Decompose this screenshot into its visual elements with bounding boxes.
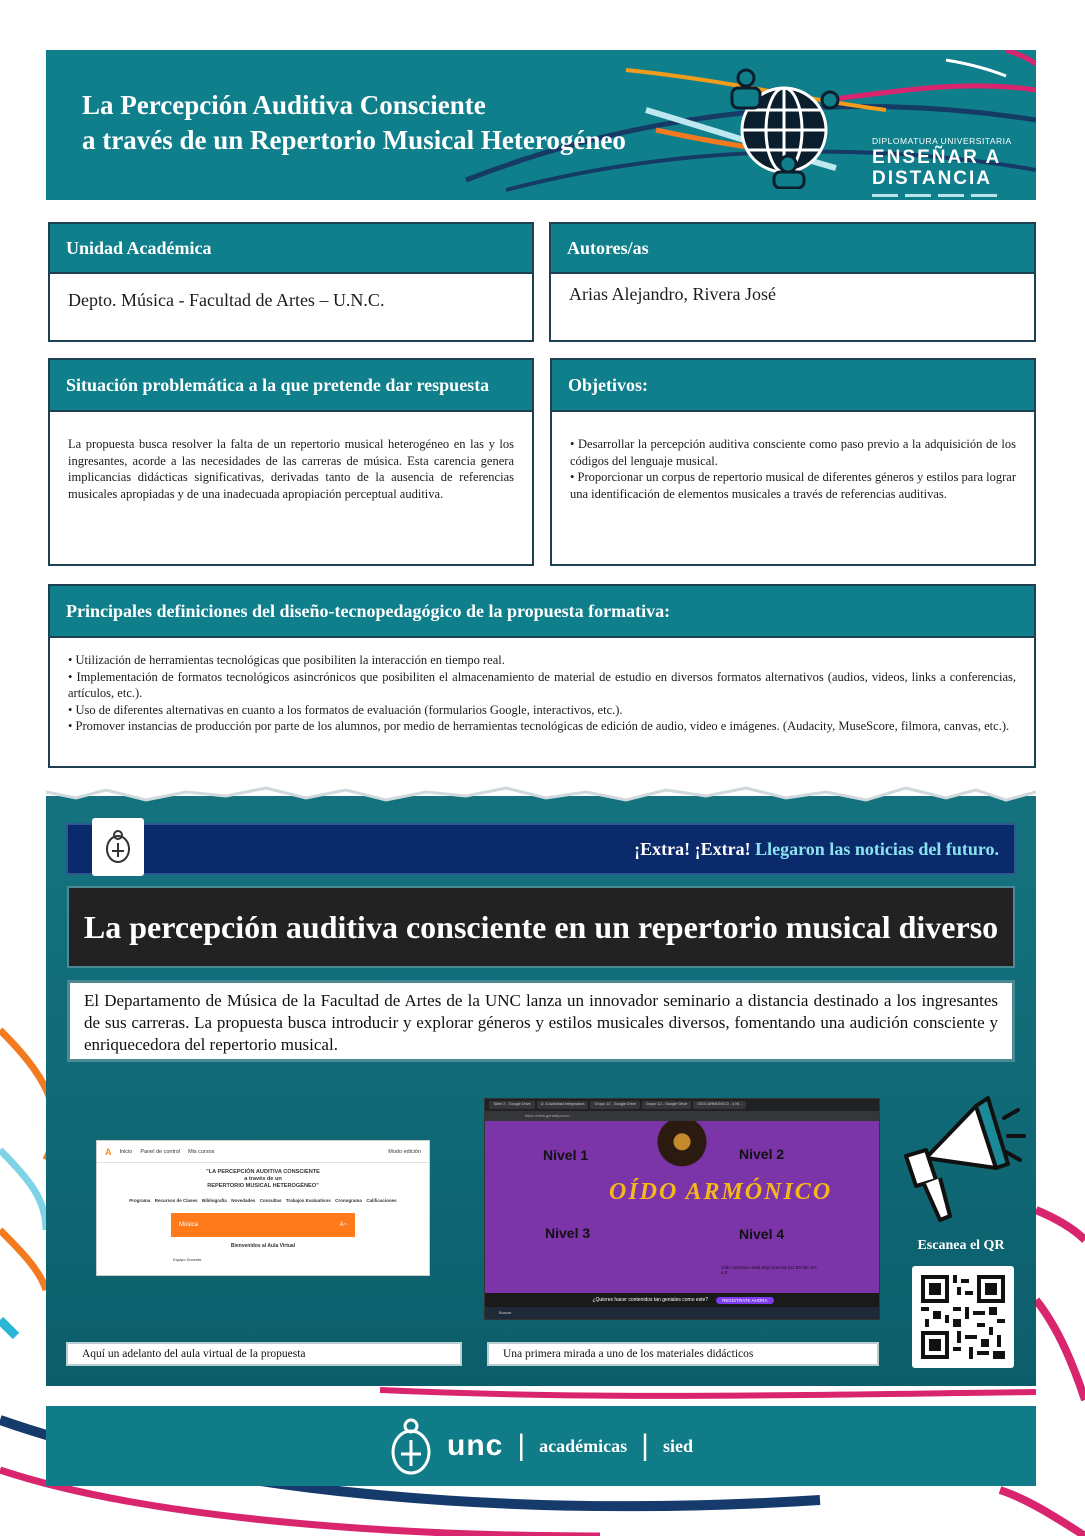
- qr-pattern: [921, 1275, 1005, 1359]
- nivel-4: Nivel 4: [739, 1226, 785, 1242]
- oido-armonico-title: OÍDO ARMÓNICO: [609, 1179, 833, 1205]
- aula-nav-item: Mis cursos: [188, 1148, 215, 1155]
- browser-url: https://view.genially.com/...: [485, 1111, 879, 1121]
- nivel-1: Nivel 1: [543, 1147, 589, 1163]
- definicion-item: • Uso de diferentes alternativas en cuanto a los formatos de evaluación (formularios Google, interactivos, etc.).: [68, 702, 623, 717]
- brand-logo: [872, 136, 1022, 197]
- aula-menu-item: Cronograma: [335, 1198, 362, 1203]
- footer-sied: sied: [662, 1435, 693, 1456]
- genially-slide: [485, 1121, 880, 1295]
- objetivos-list: [552, 412, 1034, 516]
- torn-paper-edge: [46, 770, 1036, 810]
- extra-text: ¡Extra! ¡Extra!: [634, 839, 751, 859]
- autores-box: [549, 222, 1036, 342]
- aula-title-line: a través de un: [244, 1176, 282, 1182]
- aula-menu-item: Consultas: [259, 1198, 282, 1203]
- taskbar-search: Buscar: [499, 1310, 512, 1315]
- news-lead: El Departamento de Música de la Facultad de Artes de la UNC lanza un innovador seminario a distancia destinado a los ingresantes de sus carreras. La propuesta busca introducir y explorar géneros y estilos musicales diversos, fomentando una audición consciente y enriquecedora del repertorio musical.: [67, 980, 1015, 1062]
- page-title: [82, 88, 722, 158]
- aula-menu-item: Programa: [129, 1198, 151, 1203]
- genially-prompt: ¿Quieres hacer contenidos tan geniales como este?: [592, 1297, 709, 1303]
- aula-nav: [97, 1141, 429, 1163]
- aula-menu-item: Trabajos Evaluativos: [285, 1198, 331, 1203]
- nivel-2: Nivel 2: [739, 1146, 785, 1162]
- qr-code[interactable]: [912, 1266, 1014, 1368]
- brand-bars: [872, 194, 1002, 197]
- aula-virtual-screenshot: [96, 1140, 430, 1276]
- situacion-heading: Situación problemática a la que pretende dar respuesta: [50, 360, 532, 412]
- caption-aula: Aquí un adelanto del aula virtual de la propuesta: [66, 1342, 462, 1366]
- aula-banner-label: Música: [179, 1222, 199, 1228]
- news-title-box: [67, 886, 1015, 968]
- caption-material: Una primera mirada a uno de los materiales didácticos: [487, 1342, 879, 1366]
- aula-team: Equipo Docente: [173, 1257, 202, 1262]
- aula-menu-item: Recursos de Clases: [154, 1198, 198, 1203]
- definicion-item: • Promover instancias de producción por parte de los alumnos, por medio de herramientas tecnológicas de edición de audio, video e imágenes. (Audacity, MuseScore, filmora, canvas, etc.).: [68, 719, 1010, 733]
- title-line-1: La Percepción Auditiva Consciente: [82, 90, 486, 120]
- taskbar: [485, 1307, 880, 1319]
- aula-menu-item: Bibliografía: [201, 1198, 227, 1203]
- definiciones-box: [48, 584, 1036, 768]
- title-line-2: a través de un Repertorio Musical Heterogéneo: [82, 125, 626, 155]
- browser-tabs: [485, 1099, 879, 1111]
- objetivos-box: [550, 358, 1036, 566]
- genially-screenshot: [484, 1098, 880, 1320]
- objetivos-heading: Objetivos:: [552, 360, 1034, 412]
- objetivo-item: • Proporcionar un corpus de repertorio musical de diferentes géneros y estilos para lograr una identificación de elementos musicales a través de referencias auditivas.: [570, 470, 1016, 501]
- browser-tab: OIDO ARMONICO - 4 NI...: [693, 1101, 746, 1109]
- footer-banner: [46, 1406, 1036, 1486]
- aula-title-line: "LA PERCEPCIÓN AUDITIVA CONSCIENTE: [206, 1169, 320, 1175]
- definiciones-list: [50, 638, 1034, 749]
- nivel-3: Nivel 3: [545, 1225, 591, 1241]
- register-button: REGÍSTRATE AHORA: [716, 1297, 773, 1304]
- footer-separator: |: [517, 1429, 526, 1462]
- unidad-heading: Unidad Académica: [50, 224, 532, 274]
- situacion-text: La propuesta busca resolver la falta de un repertorio musical heterogéneo en las y los ingresantes, acorde a las necesidades de las carreras de música. Esta carencia genera implicancias didácticas significativas, derivadas tanto de la ausencia de referencias musicales apropiadas y de una inadecuada apropiación perceptual auditiva.: [68, 437, 514, 501]
- aula-nav-item: Inicio: [119, 1148, 133, 1155]
- aula-banner: [171, 1213, 355, 1237]
- definiciones-heading: Principales definiciones del diseño-tecnopedagógico de la propuesta formativa:: [50, 586, 1034, 638]
- news-title: La percepción auditiva consciente en un repertorio musical diverso: [83, 908, 999, 945]
- unc-seal-icon: [92, 818, 144, 876]
- brand-small: DIPLOMATURA UNIVERSITARIA: [872, 136, 1012, 146]
- header-banner: [46, 50, 1036, 200]
- definicion-item: • Utilización de herramientas tecnológicas que posibiliten la interacción en tiempo real.: [68, 653, 505, 667]
- footer-academicas: académicas: [539, 1435, 628, 1456]
- extra-highlight: Llegaron las noticias del futuro.: [755, 839, 999, 859]
- browser-tab: Grupo 12 - Google Drive: [642, 1101, 691, 1109]
- aula-nav-item: Panel de control: [140, 1148, 181, 1155]
- footer-separator: |: [641, 1429, 649, 1462]
- unc-seal-icon: [389, 1416, 433, 1476]
- license-text: Oído Armónico está bajo licencia CC BY-NC-SA 4.0: [721, 1265, 817, 1275]
- globe-people-icon: [726, 64, 846, 189]
- aula-menu-item: Novedades: [231, 1198, 256, 1203]
- autores-heading: Autores/as: [551, 224, 1034, 274]
- aula-banner-logo-icon: A~: [339, 1222, 347, 1228]
- qr-label: Escanea el QR: [917, 1238, 1005, 1253]
- objetivo-item: • Desarrollar la percepción auditiva consciente como paso previo a la adquisición de los códigos del lenguaje musical.: [570, 437, 1016, 468]
- autores-text: Arias Alejandro, Rivera José: [569, 284, 776, 304]
- situacion-box: [48, 358, 534, 566]
- brand-line-1: ENSEÑAR A: [872, 147, 1002, 168]
- browser-tab: Grupo 12 - Google Drive: [590, 1101, 639, 1109]
- aula-logo-icon: A: [105, 1146, 112, 1157]
- genially-footer: [485, 1293, 880, 1307]
- aula-course-title: [97, 1169, 429, 1190]
- aula-menu: [127, 1198, 399, 1203]
- guitar-image: [657, 1121, 707, 1173]
- aula-menu-item: Calificaciones: [366, 1198, 397, 1203]
- unidad-box: [48, 222, 534, 342]
- unidad-text: Depto. Música - Facultad de Artes – U.N.C.: [68, 290, 385, 310]
- aula-edit-mode: Modo edición: [388, 1148, 421, 1155]
- extra-headline: [634, 839, 999, 860]
- aula-title-line: REPERTORIO MUSICAL HETEROGÉNEO": [207, 1183, 319, 1189]
- browser-tab: U. 6 Actividad Integradora: [537, 1101, 589, 1109]
- footer-unc: unc: [447, 1429, 504, 1462]
- megaphone-icon: [896, 1088, 1028, 1226]
- browser-tab: Taller 2 - Google Drive: [489, 1101, 535, 1109]
- definicion-item: • Implementación de formatos tecnológicos asincrónicos que posibiliten el almacenamiento de material de estudio en diversos formatos alternativos (audios, videos, links a conferencias, artículos, etc.).: [68, 669, 1016, 700]
- brand-line-2: DISTANCIA: [872, 168, 993, 189]
- aula-welcome: Bienvenidos al Aula Virtual: [230, 1243, 296, 1249]
